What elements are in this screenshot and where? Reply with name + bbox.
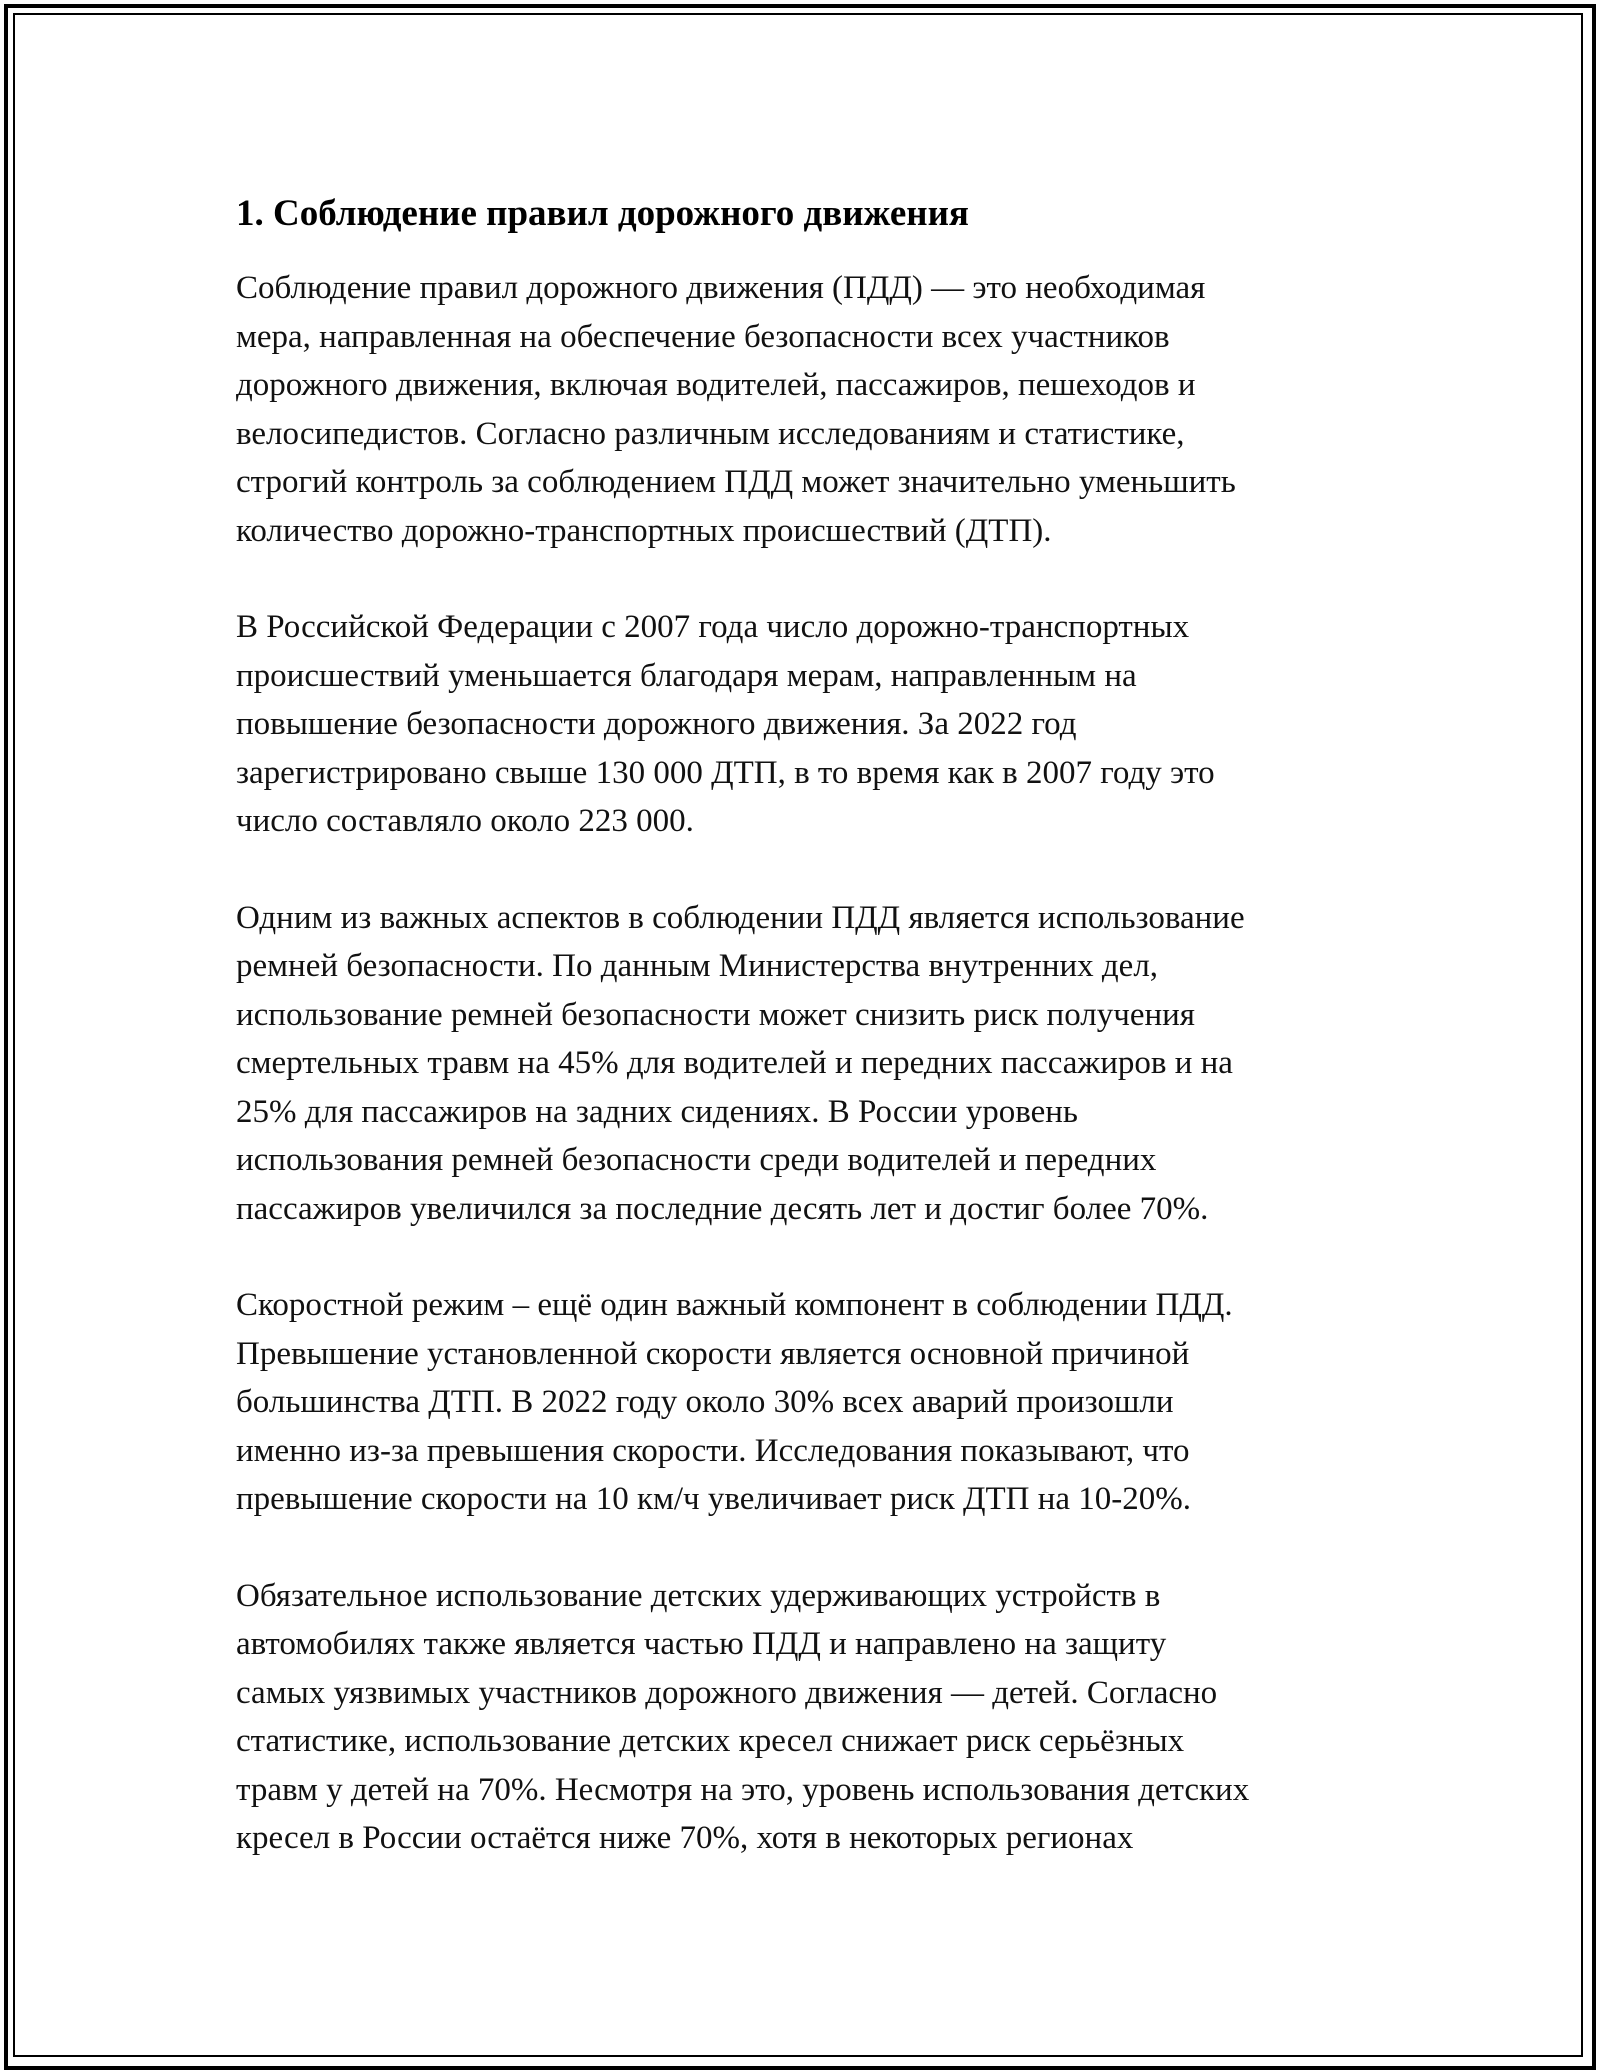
paragraph-child-seats: Обязательное использование детских удерживающих устройств в автомобилях также является частью ПДД и направлено на защиту самых уязвимых участников дорожного движения — детей. Согласно статистике, использование детских кресел снижает риск серьёзных травм у детей на 70%. Несмотря на это, уровень использования детских кресел в России остаётся ниже 70%, хотя в некоторых регионах: [236, 1577, 1250, 1856]
paragraph-accident-statistics: В Российской Федерации с 2007 года число дорожно-транспортных происшествий уменьшается благодаря мерам, направленным на повышение безопасности дорожного движения. За 2022 год зарегистрировано свыше 130 000 ДТП, в то время как в 2007 году это число составляло около 223 000.: [236, 609, 1215, 839]
document-body: [236, 188, 1396, 1863]
paragraph-seat-belts: Одним из важных аспектов в соблюдении ПДД является использование ремней безопасности. По данным Министерства внутренних дел, использование ремней безопасности может снизить риск получения смертельных травм на 45% для водителей и передних пассажиров и на 25% для пассажиров на задних сидениях. В России уровень использования ремней безопасности среди водителей и передних пассажиров увеличился за последние десять лет и достиг более 70%.: [236, 899, 1245, 1227]
paragraph-traffic-rules-intro: Соблюдение правил дорожного движения (ПДД) — это необходимая мера, направленная на обеспечение безопасности всех участников дорожного движения, включая водителей, пассажиров, пешеходов и велосипедистов. Согласно различным исследованиям и статистике, строгий контроль за соблюдением ПДД может значительно уменьшить количество дорожно-транспортных происшествий (ДТП).: [236, 270, 1236, 549]
paragraph-speed-limits: Скоростной режим – ещё один важный компонент в соблюдении ПДД. Превышение установленной скорости является основной причиной большинства ДТП. В 2022 году около 30% всех аварий произошли именно из-за превышения скорости. Исследования показывают, что превышение скорости на 10 км/ч увеличивает риск ДТП на 10-20%.: [236, 1287, 1233, 1517]
section-heading: 1. Соблюдение правил дорожного движения: [236, 193, 969, 234]
